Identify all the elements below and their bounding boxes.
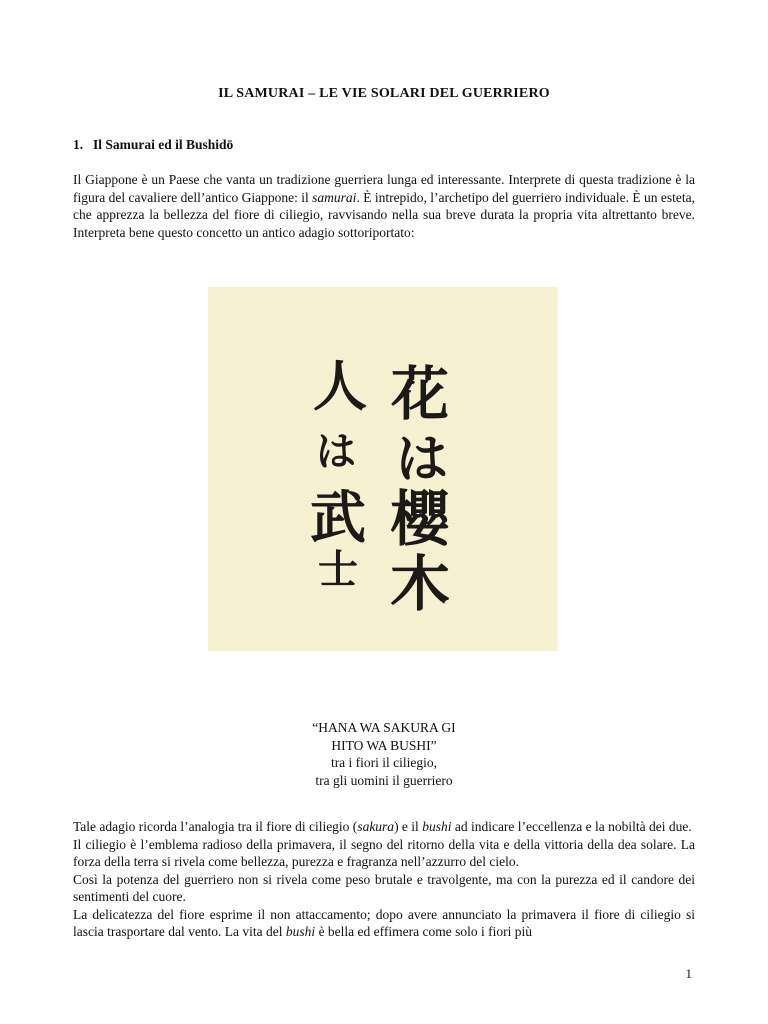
body-p1-text-2: ) e il [394,819,423,834]
body-paragraph-3: Così la potenza del guerriero non si rivela come peso brutale e travolgente, ma con la purezza ed il candore dei sentimenti del cuore. [73,871,695,904]
calligraphy-left-char-1: 人 [313,355,367,418]
page-number: 1 [685,966,692,981]
calligraphy-right-char-4: 木 [390,550,450,620]
body-p4-text-1: La delicatezza del fiore esprime il non attaccamento; dopo avere annunciato la primavera il fiore di ciliegio si lascia trasportare dal vento. La vita del [73,906,695,939]
calligraphy-right-char-2: は [395,430,449,490]
intro-emphasis-samurai: samurai [312,189,357,205]
calligraphy-figure [208,287,558,651]
body-paragraph-4 [73,906,695,941]
adage-caption [0,719,768,789]
body-p1-text-3: ad indicare l’eccellenza e la nobiltà dei due. [451,819,692,834]
body-p4-text-2: è bella ed effimera come solo i fiori più [315,924,532,939]
caption-line-1: “HANA WA SAKURA GI [312,720,456,735]
caption-line-4: tra gli uomini il guerriero [315,772,453,788]
section-heading-text: Il Samurai ed il Bushidō [93,137,234,152]
caption-line-3: tra i fiori il ciliegio, [330,755,438,770]
body-paragraph-1 [73,818,695,836]
emphasis-sakura: sakura [357,819,395,834]
calligraphy-right-char-3: 櫻 [390,485,450,555]
page-title: IL SAMURAI – LE VIE SOLARI DEL GUERRIERO [218,86,550,101]
section-number: 1. [73,137,84,152]
intro-text-2: . È intrepido, l’archetipo del guerriero individuale. È un esteta, che apprezza la bellezza del fiore di ciliegio, ravvisando nella sua breve durata la propria vita altrettanto breve. Interpreta bene questo concetto un antico adagio sottoriportato: [73,189,695,240]
calligraphy-right-char-1: 花 [390,360,450,428]
intro-paragraph [73,171,695,241]
calligraphy-left-char-2: は [316,429,356,475]
emphasis-bushi: bushi [422,819,452,834]
section-heading [73,137,233,153]
body-paragraph-2: Il ciliegio è l’emblema radioso della primavera, il segno del ritorno della vita e della vittoria della dea solare. La forza della terra si rivela come bellezza, purezza e fragranza nell’azzurro del cielo. [73,836,695,869]
emphasis-bushi-2: bushi [285,924,316,939]
intro-text-1: Il Giappone è un Paese che vanta un tradizione guerriera lunga ed interessante. Interprete di questa tradizione è la figura del cavaliere dell’antico Giappone: il [73,172,695,205]
caption-line-2: HITO WA BUSHI” [331,737,437,753]
calligraphy-left-char-3: 武 [310,486,366,551]
calligraphy-left-char-4: 士 [318,547,358,593]
body-p1-text-1: Tale adagio ricorda l’analogia tra il fiore di ciliegio ( [73,819,358,834]
body-text [73,818,695,941]
